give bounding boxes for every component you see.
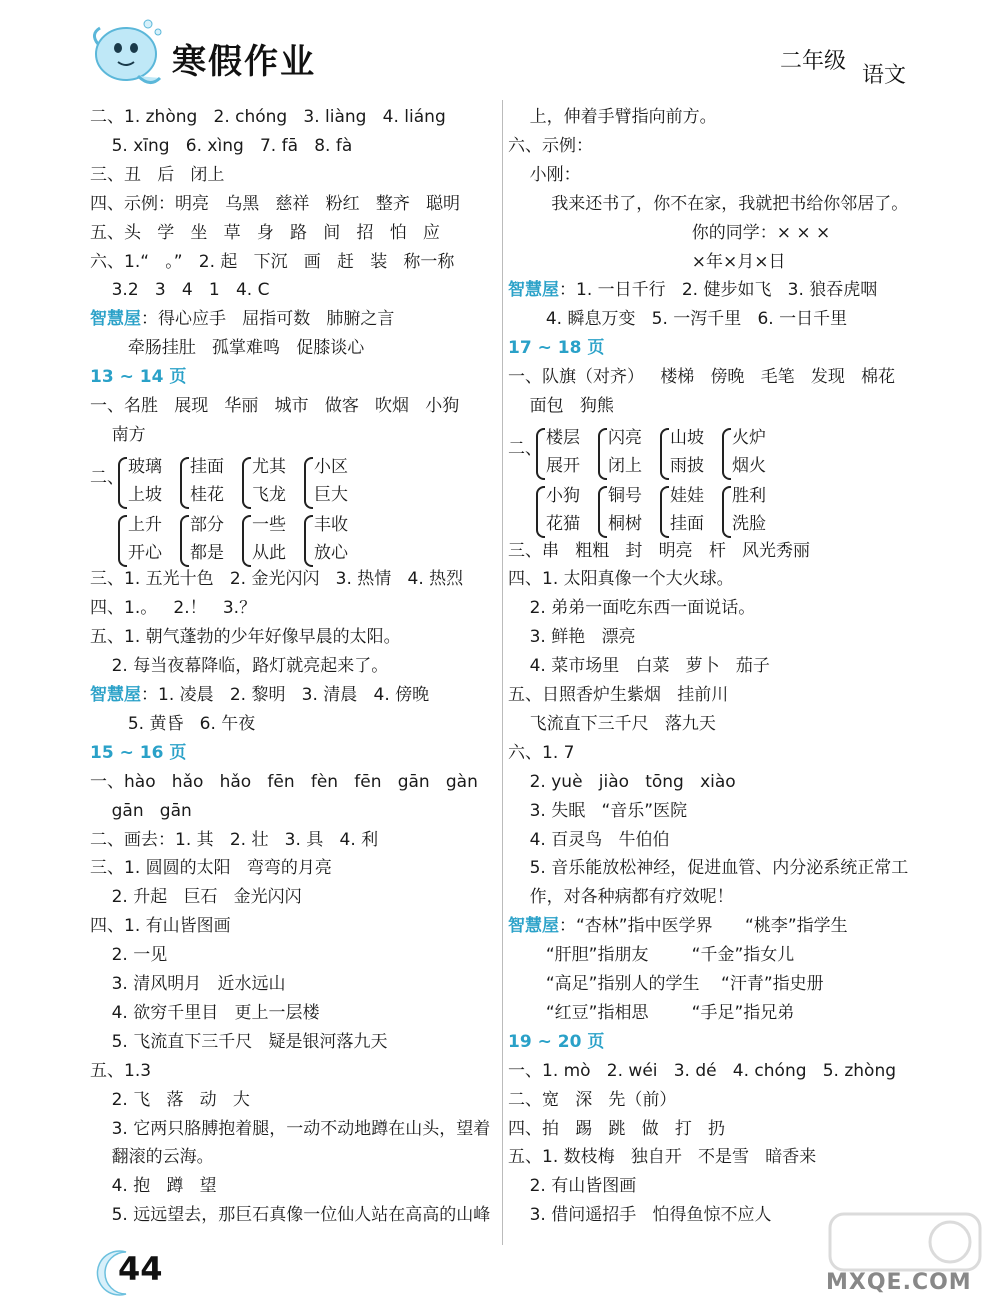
answer-line: 2. 飞 落 动 大 bbox=[90, 1089, 250, 1110]
answer-line: 15 ~ 16 页 bbox=[90, 742, 187, 763]
answer-line: 3. 失眠 “音乐”医院 bbox=[508, 800, 688, 821]
answer-line: 智慧屋：得心应手 屈指可数 肺腑之言 bbox=[90, 309, 395, 330]
word-pair-item: 小狗 bbox=[546, 485, 580, 506]
answer-line: 四、拍 踢 跳 做 打 扔 bbox=[508, 1118, 726, 1139]
answer-line: 19 ~ 20 页 bbox=[508, 1031, 605, 1052]
answer-line: “肝胆”指朋友 “千金”指女儿 bbox=[508, 945, 795, 966]
answer-line: gān gān bbox=[90, 800, 192, 821]
answer-line: 17 ~ 18 页 bbox=[508, 338, 605, 359]
word-pair-item: 挂面 bbox=[670, 513, 704, 534]
brace-icon bbox=[722, 486, 731, 538]
book-title: 寒假作业 bbox=[172, 42, 316, 82]
word-pair-item: 闪亮 bbox=[608, 427, 642, 448]
word-pair-item: 放心 bbox=[314, 542, 348, 563]
answer-line: 一、hào hǎo hǎo fēn fèn fēn gān gàn bbox=[90, 771, 478, 792]
group-label: 二、 bbox=[508, 438, 542, 459]
word-pair-item: 山坡 bbox=[670, 427, 704, 448]
answer-line: 5. 音乐能放松神经，促进血管、内分泌系统正常工 bbox=[508, 858, 909, 879]
word-pair-item: 洗脸 bbox=[732, 513, 766, 534]
word-pair-item: 桐树 bbox=[608, 513, 642, 534]
answer-line: 2. yuè jiào tōng xiào bbox=[508, 771, 736, 792]
answer-line: 六、示例： bbox=[508, 135, 593, 156]
answer-line: 5. 远远望去，那巨石真像一位仙人站在高高的山峰 bbox=[90, 1205, 491, 1226]
answer-line: 我来还书了，你不在家，我就把书给你邻居了。 bbox=[508, 193, 909, 214]
answer-line: 一、队旗（对齐） 楼梯 傍晚 毛笔 发现 棉花 bbox=[508, 367, 896, 388]
grade-label: 二年级 bbox=[780, 49, 847, 74]
answer-line: 三、丑 后 闭上 bbox=[90, 164, 225, 185]
answer-line: ×年×月×日 bbox=[508, 251, 786, 272]
word-pair-item: 雨披 bbox=[670, 455, 704, 476]
brace-icon bbox=[242, 515, 251, 567]
answer-line: 智慧屋：1. 一日千行 2. 健步如飞 3. 狼吞虎咽 bbox=[508, 280, 878, 301]
word-pair-item: 飞龙 bbox=[252, 484, 286, 505]
answer-line: 3. 鲜艳 漂亮 bbox=[508, 627, 636, 648]
answer-line: 三、1. 圆圆的太阳 弯弯的月亮 bbox=[90, 858, 332, 879]
answer-line: 六、1.“ 。” 2. 起 下沉 画 赶 装 称一称 bbox=[90, 251, 455, 272]
answer-line: 4. 菜市场里 白菜 萝卜 茄子 bbox=[508, 656, 770, 677]
word-pair-item: 烟火 bbox=[732, 455, 766, 476]
word-pair-item: 胜利 bbox=[732, 485, 766, 506]
brace-icon bbox=[304, 515, 313, 567]
answer-line: 你的同学：× × × bbox=[508, 222, 831, 243]
answer-line: 5. xīng 6. xìng 7. fā 8. fà bbox=[90, 135, 353, 156]
answer-line: 上，伸着手臂指向前方。 bbox=[508, 107, 717, 127]
answer-line: 一、名胜 展现 华丽 城市 做客 吹烟 小狗 bbox=[90, 396, 460, 416]
word-pair-item: 楼层 bbox=[546, 427, 580, 448]
word-pair-item: 巨大 bbox=[314, 484, 348, 505]
answer-line: 南方 bbox=[90, 424, 146, 445]
word-pair-item: 从此 bbox=[252, 542, 286, 563]
answer-line: 六、1. 7 bbox=[508, 742, 575, 763]
answer-line: 智慧屋：“杏林”指中医学界 “桃李”指学生 bbox=[508, 916, 848, 937]
word-pair-item: 花猫 bbox=[546, 513, 580, 534]
answer-line: 四、1. 有山皆图画 bbox=[90, 916, 231, 937]
answer-line: 4. 欲穷千里目 更上一层楼 bbox=[90, 1002, 320, 1023]
answer-line: 2. 一见 bbox=[90, 945, 168, 966]
word-pair-item: 闭上 bbox=[608, 455, 642, 476]
page-number: 44 bbox=[118, 1250, 163, 1288]
answer-line: 一、1. mò 2. wéi 3. dé 4. chóng 5. zhòng bbox=[508, 1060, 897, 1081]
answer-line: “红豆”指相思 “手足”指兄弟 bbox=[508, 1002, 795, 1023]
answer-line: 作，对各种病都有疗效呢！ bbox=[508, 887, 734, 908]
answer-line: 五、头 学 坐 草 身 路 间 招 怕 应 bbox=[90, 222, 440, 243]
brace-icon bbox=[242, 457, 251, 509]
answer-line: 2. 升起 巨石 金光闪闪 bbox=[90, 887, 302, 908]
answer-line: 3. 清风明月 近水远山 bbox=[90, 974, 286, 994]
answer-line: 13 ~ 14 页 bbox=[90, 367, 187, 388]
column-divider bbox=[502, 100, 503, 1245]
brace-icon bbox=[118, 515, 127, 567]
word-pair-item: 上坡 bbox=[128, 484, 162, 505]
brace-icon bbox=[660, 486, 669, 538]
answer-line: 4. 抱 蹲 望 bbox=[90, 1176, 217, 1197]
word-pair-item: 玻璃 bbox=[128, 456, 162, 477]
answer-line: 四、1.。 2.！ 3.？ bbox=[90, 598, 257, 619]
answer-line: 2. 每当夜幕降临，路灯就亮起来了。 bbox=[90, 656, 389, 677]
answer-line: 四、示例：明亮 乌黑 慈祥 粉红 整齐 聪明 bbox=[90, 193, 461, 214]
answer-line: 2. 弟弟一面吃东西一面说话。 bbox=[508, 598, 756, 619]
brace-icon bbox=[536, 428, 545, 480]
answer-line: “高足”指别人的学生 “汗青”指史册 bbox=[508, 974, 824, 994]
word-pair-item: 小区 bbox=[314, 456, 348, 477]
answer-line: 智慧屋：1. 凌晨 2. 黎明 3. 清晨 4. 傍晚 bbox=[90, 685, 430, 705]
word-pair-item: 娃娃 bbox=[670, 485, 704, 506]
word-pair-item: 都是 bbox=[190, 542, 224, 563]
answer-line: 五、日照香炉生紫烟 挂前川 bbox=[508, 685, 729, 705]
answer-line: 牵肠挂肚 孤掌难鸣 促膝谈心 bbox=[90, 338, 365, 359]
word-pair-item: 一些 bbox=[252, 514, 286, 535]
word-pair-item: 挂面 bbox=[190, 456, 224, 477]
answer-line: 五、1. 数枝梅 独自开 不是雪 暗香来 bbox=[508, 1147, 817, 1168]
watermark-text: MXQE.COM bbox=[826, 1270, 972, 1295]
answer-line: 3. 借问遥招手 怕得鱼惊不应人 bbox=[508, 1205, 772, 1226]
answer-line: 翻滚的云海。 bbox=[90, 1147, 214, 1168]
answer-line: 二、1. zhòng 2. chóng 3. liàng 4. liáng bbox=[90, 107, 446, 127]
answer-line: 二、宽 深 先（前） bbox=[508, 1089, 677, 1110]
answer-line: 四、1. 太阳真像一个大火球。 bbox=[508, 569, 734, 590]
brace-icon bbox=[598, 486, 607, 538]
brace-icon bbox=[536, 486, 545, 538]
answer-line: 五、1.3 bbox=[90, 1060, 152, 1081]
word-pair-item: 桂花 bbox=[190, 484, 224, 505]
word-pair-item: 上升 bbox=[128, 514, 162, 535]
page-header bbox=[0, 0, 1000, 100]
answer-line: 3.2 3 4 1 4. C bbox=[90, 280, 270, 301]
brace-icon bbox=[722, 428, 731, 480]
answer-line: 三、1. 五光十色 2. 金光闪闪 3. 热情 4. 热烈 bbox=[90, 569, 464, 590]
word-pair-item: 部分 bbox=[190, 514, 224, 535]
word-pair-item: 丰收 bbox=[314, 514, 348, 535]
answer-line: 5. 黄昏 6. 午夜 bbox=[90, 713, 256, 734]
answer-line: 三、串 粗粗 封 明亮 杆 风光秀丽 bbox=[508, 540, 811, 561]
answer-line: 小刚： bbox=[508, 164, 581, 185]
group-label: 二、 bbox=[90, 467, 124, 488]
brace-icon bbox=[180, 457, 189, 509]
answer-line: 4. 百灵鸟 牛伯伯 bbox=[508, 829, 670, 850]
answer-line: 5. 飞流直下三千尺 疑是银河落九天 bbox=[90, 1031, 388, 1052]
answer-line: 面包 狗熊 bbox=[508, 396, 614, 416]
subject-label: 语文 bbox=[862, 63, 907, 88]
word-pair-item: 火炉 bbox=[732, 427, 766, 448]
answer-line: 3. 它两只胳膊抱着腿，一动不动地蹲在山头，望着 bbox=[90, 1118, 491, 1139]
brace-icon bbox=[598, 428, 607, 480]
brace-icon bbox=[118, 457, 127, 509]
dolphin-mascot-icon bbox=[88, 14, 168, 90]
answer-line: 2. 有山皆图画 bbox=[508, 1176, 637, 1197]
brace-icon bbox=[660, 428, 669, 480]
answer-line: 五、1. 朝气蓬勃的少年好像早晨的太阳。 bbox=[90, 627, 401, 648]
word-pair-item: 尤其 bbox=[252, 456, 286, 477]
brace-icon bbox=[304, 457, 313, 509]
word-pair-item: 展开 bbox=[546, 455, 580, 476]
word-pair-item: 铜号 bbox=[608, 485, 642, 506]
answer-line: 飞流直下三千尺 落九天 bbox=[508, 713, 716, 734]
answer-line: 4. 瞬息万变 5. 一泻千里 6. 一日千里 bbox=[508, 309, 848, 330]
brace-icon bbox=[180, 515, 189, 567]
word-pair-item: 开心 bbox=[128, 542, 162, 563]
answer-line: 二、画去：1. 其 2. 壮 3. 具 4. 利 bbox=[90, 829, 379, 850]
